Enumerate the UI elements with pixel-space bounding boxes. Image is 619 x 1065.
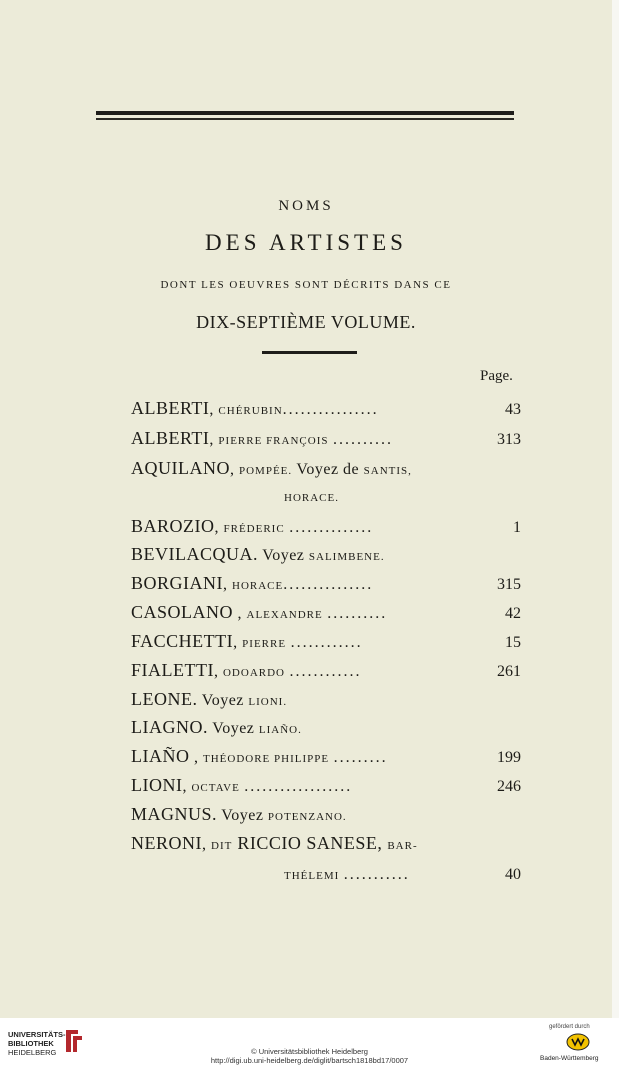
artist-name: NERONI xyxy=(131,833,202,853)
index-entry-continuation xyxy=(284,488,339,506)
index-entry xyxy=(131,689,287,710)
library-line: UNIVERSITÄTS- xyxy=(8,1030,66,1039)
top-thin-rule xyxy=(96,118,514,120)
page-number: 261 xyxy=(497,663,521,680)
artist-name: LIONI xyxy=(131,775,183,795)
separator: , xyxy=(233,605,247,622)
leader-dots: .............. xyxy=(289,519,374,536)
page-number: 313 xyxy=(497,431,521,448)
leader-dots: .......... xyxy=(327,605,388,622)
artist-firstname: THÉODORE PHILIPPE xyxy=(203,753,330,765)
separator: , xyxy=(214,519,224,536)
artist-name: ALBERTI xyxy=(131,428,210,448)
index-entry xyxy=(131,573,373,594)
artist-firstname: PIERRE FRANÇOIS xyxy=(218,435,329,447)
cross-ref-text: Voyez xyxy=(258,547,309,564)
heading-subtitle: DONT LES OEUVRES SONT DÉCRITS DANS CE xyxy=(160,279,452,291)
page-edge xyxy=(612,0,619,1018)
artist-firstname: POMPÉE. xyxy=(238,465,293,477)
viewer-footer xyxy=(0,1018,619,1065)
artist-name: BEVILACQUA. xyxy=(131,544,258,564)
separator: , xyxy=(229,461,239,478)
artist-name: CASOLANO xyxy=(131,602,234,622)
index-entry xyxy=(131,631,363,652)
leader-dots: ........... xyxy=(343,866,410,883)
page-number: 1 xyxy=(513,519,521,536)
artist-name: MAGNUS. xyxy=(131,804,218,824)
index-entry xyxy=(131,516,373,537)
artist-firstname: HORACE. xyxy=(284,492,339,504)
cross-ref-text: RICCIO SANESE, xyxy=(232,833,388,853)
page-number: 15 xyxy=(505,634,521,651)
state-crest-icon xyxy=(566,1033,590,1051)
separator: , xyxy=(209,431,219,448)
index-entry xyxy=(131,660,361,681)
index-entry xyxy=(131,746,388,767)
cross-ref-text: Voyez de xyxy=(292,461,364,478)
index-entry xyxy=(131,804,347,825)
artist-firstname: OCTAVE xyxy=(191,782,240,794)
artist-name: LEONE. xyxy=(131,689,198,709)
index-entry xyxy=(131,717,302,738)
artist-firstname: FRÉDERIC xyxy=(223,523,285,535)
cross-ref-text: Voyez xyxy=(217,807,268,824)
separator: , xyxy=(233,634,243,651)
page-column-label: Page. xyxy=(480,368,513,384)
cross-ref: SALIMBENE. xyxy=(308,551,385,563)
leader-dots: .......... xyxy=(332,431,393,448)
artist-name: ALBERTI xyxy=(131,398,210,418)
cross-ref: BAR- xyxy=(387,840,418,852)
index-entry xyxy=(131,775,352,796)
cross-ref: LIAÑO. xyxy=(258,724,302,736)
page-number: 42 xyxy=(505,605,521,622)
separator: , xyxy=(202,836,211,853)
index-entry xyxy=(131,833,418,854)
source-url[interactable]: http://digi.ub.uni-heidelberg.de/diglit/bartsch1818bd17/0007 xyxy=(210,1056,409,1065)
cross-ref: LIONI. xyxy=(248,696,288,708)
separator: , xyxy=(209,401,219,418)
leader-dots: ............... xyxy=(283,576,374,593)
leader-dots: ................ xyxy=(282,401,379,418)
heading-volume: DIX-SEPTIÈME VOLUME. xyxy=(196,312,416,332)
top-double-rule xyxy=(96,111,514,115)
leader-dots: ............ xyxy=(289,663,362,680)
artist-firstname: ALEXANDRE xyxy=(246,609,323,621)
funded-by-label: gefördert durch xyxy=(549,1024,590,1030)
page-number: 40 xyxy=(505,866,521,883)
heading-artistes: DES ARTISTES xyxy=(205,230,407,255)
index-entry xyxy=(131,428,393,449)
cross-ref-text: Voyez xyxy=(197,692,249,709)
short-divider xyxy=(262,351,357,354)
separator: , xyxy=(189,749,203,766)
page-number: 199 xyxy=(497,749,521,766)
index-entry xyxy=(131,544,385,565)
index-entry xyxy=(131,602,387,623)
leader-dots: .................. xyxy=(244,778,353,795)
index-entry-continuation xyxy=(284,866,410,884)
artist-firstname: DIT xyxy=(211,840,233,852)
artist-name: AQUILANO xyxy=(131,458,230,478)
artist-firstname: THÉLEMI xyxy=(284,870,340,882)
library-line: HEIDELBERG xyxy=(8,1048,57,1057)
library-line: BIBLIOTHEK xyxy=(8,1039,54,1048)
artist-firstname: ODOARDO xyxy=(222,667,285,679)
separator: , xyxy=(182,778,192,795)
cross-ref: POTENZANO. xyxy=(267,811,347,823)
separator: , xyxy=(223,576,232,593)
leader-dots: ......... xyxy=(333,749,388,766)
artist-name: LIAÑO xyxy=(131,746,190,766)
heading-noms: NOMS xyxy=(278,198,334,214)
page-number: 315 xyxy=(497,576,521,593)
page-number: 246 xyxy=(497,778,521,795)
leader-dots: ............ xyxy=(290,634,363,651)
artist-name: LIAGNO. xyxy=(131,717,208,737)
separator: , xyxy=(213,663,223,680)
page-number: 43 xyxy=(505,401,521,418)
artist-firstname: HORACE xyxy=(232,580,284,592)
artist-name: FIALETTI xyxy=(131,660,214,680)
funder-name: Baden-Württemberg xyxy=(540,1055,599,1062)
cross-ref-text: Voyez xyxy=(208,720,259,737)
artist-name: BAROZIO xyxy=(131,516,215,536)
copyright-text: © Universitätsbibliothek Heidelberg xyxy=(251,1047,368,1056)
index-entry xyxy=(131,398,379,419)
artist-firstname: PIERRE xyxy=(242,638,287,650)
artist-firstname: CHÉRUBIN xyxy=(218,405,283,417)
artist-name: BORGIANI xyxy=(131,573,223,593)
cross-ref: SANTIS, xyxy=(363,465,412,477)
index-entry xyxy=(131,458,412,479)
artist-name: FACCHETTI xyxy=(131,631,234,651)
